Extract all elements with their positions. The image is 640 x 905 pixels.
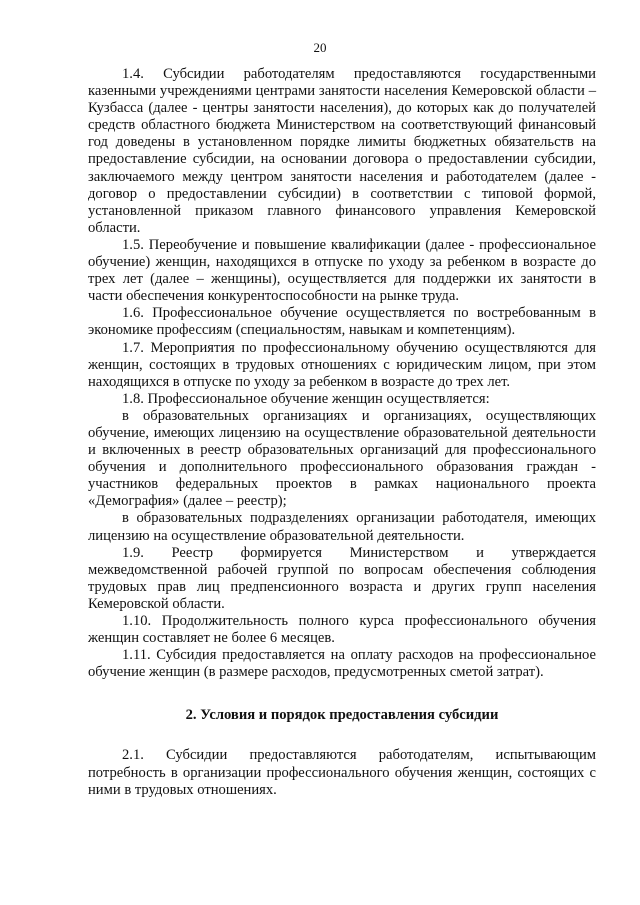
section-1 (88, 66, 596, 681)
paragraph-1-11: 1.11. Субсидия предоставляется на оплату расходов на профессиональное обучение женщин (в размере расходов, предусмотренных сметой затрат). (88, 647, 596, 681)
paragraph-1-6: 1.6. Профессиональное обучение осуществляется по востребованным в экономике профессиям (специальностям, навыкам и компетенциям). (88, 305, 596, 339)
paragraph-1-8-item-1: в образовательных организациях и организациях, осуществляющих обучение, имеющих лицензию на осуществление образовательной деятельности и включенных в реестр образовательных организаций для профессионального обучения и дополнительного профессионального образования граждан - участников федеральных проектов в рамках национального проекта «Демография» (далее – реестр); (88, 407, 596, 510)
paragraph-1-10: 1.10. Продолжительность полного курса профессионального обучения женщин составляет не более 6 месяцев. (88, 613, 596, 647)
paragraph-1-8: 1.8. Профессиональное обучение женщин осуществляется: (122, 390, 490, 407)
paragraph-2-1: 2.1. Субсидии предоставляются работодателям, испытывающим потребность в организации профессионального обучения женщин, состоящих с ними в трудовых отношениях. (88, 747, 596, 798)
section-2 (88, 747, 596, 798)
document-body (88, 66, 596, 799)
section-2-heading: 2. Условия и порядок предоставления субсидии (185, 707, 499, 724)
paragraph-1-9: 1.9. Реестр формируется Министерством и утверждается межведомственной рабочей группой по вопросам обеспечения соблюдения трудовых прав лиц предпенсионного возраста и других групп населения Кемеровской области. (88, 544, 596, 612)
page-number: 20 (313, 40, 327, 55)
paragraph-1-5: 1.5. Переобучение и повышение квалификации (далее - профессиональное обучение) женщин, находящихся в отпуске по уходу за ребенком в возрасте до трех лет (далее – женщины), осуществляется для поддержки их занятости в части обеспечения конкурентоспособности на рынке труда. (88, 236, 596, 305)
paragraph-1-4: 1.4. Субсидии работодателям предоставляются государственными казенными учреждениями центрами занятости населения Кемеровской области – Кузбасса (далее - центры занятости населения), до которых как до получателей средств областного бюджета Министерством на соответствующий финансовый год доведены в установленном порядке лимиты бюджетных обязательств на предоставление субсидии, на основании договора о предоставлении субсидии, заключаемого между центром занятости населения и работодателем (далее - договор о предоставлении субсидии) в соответствии с типовой формой, установленной приказом главного финансового управления Кемеровской области. (88, 66, 596, 236)
paragraph-1-8-item-2: в образовательных подразделениях организации работодателя, имеющих лицензию на осуществление образовательной деятельности. (88, 510, 596, 544)
paragraph-1-7: 1.7. Мероприятия по профессиональному обучению осуществляются для женщин, состоящих в трудовых отношениях с юридическим лицом, при этом находящихся в отпуске по уходу за ребенком в возрасте до трех лет. (88, 339, 596, 390)
